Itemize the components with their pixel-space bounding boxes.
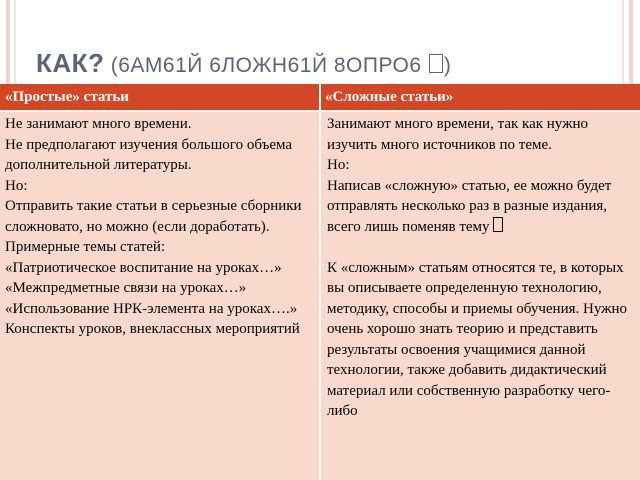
- comparison-table: [0, 84, 640, 480]
- title-suffix-part2: ): [443, 54, 452, 77]
- slide-title: [36, 48, 636, 79]
- paragraph-spacer: [327, 237, 634, 258]
- box-glyph-icon: [429, 54, 443, 73]
- simple-line-6: «Патриотическое воспитание на уроках…»: [5, 259, 282, 276]
- complex-para-3-text: Написав «сложную» статью, ее можно будет отправлять несколько раз в разные издания, всего лишь поменяв тему: [327, 177, 612, 235]
- box-glyph-icon: [493, 217, 503, 232]
- simple-line-9: Конспекты уроков, внеклассных мероприятий: [5, 321, 300, 337]
- header-divider: [319, 84, 321, 110]
- complex-articles-cell: [321, 112, 640, 480]
- simple-line-3: Но:: [5, 177, 28, 194]
- simple-line-8: «Использование НРК-элемента на уроках….»: [5, 300, 298, 317]
- complex-para-4: К «сложным» статьям относятся те, в которых вы описываете определенную технологию, методику, способы и приемы обучения. Нужно очень хорошо знать теорию и представить результаты освоения учащимися данной технологии, также добавить дидактический материал или собственную разработку чего-либо: [327, 259, 628, 419]
- title-suffix: [104, 54, 451, 77]
- title-prefix: КАК?: [36, 48, 105, 78]
- simple-line-1: Не занимают много времени.: [5, 116, 192, 132]
- complex-para-2: Но:: [327, 157, 350, 173]
- simple-line-7: «Межпредметные связи на уроках…»: [5, 280, 247, 296]
- simple-line-5: Примерные темы статей:: [5, 239, 166, 255]
- header-complex-articles: «Сложные статьи»: [325, 89, 454, 105]
- simple-articles-cell: [0, 112, 319, 480]
- simple-line-4: Отправить такие статьи в серьезные сборники сложновато, но можно (если доработать).: [5, 198, 302, 235]
- title-suffix-part1: (6АМ61Й 6ЛОЖН61Й 8ОПРО6: [104, 54, 428, 77]
- complex-para-3: [327, 176, 634, 238]
- complex-para-1: Занимают много времени, так как нужно изучить много источников по теме.: [327, 116, 588, 153]
- header-simple-articles: «Простые» статьи: [5, 89, 129, 105]
- simple-line-2: Не предполагают изучения большого объема дополнительной литературы.: [5, 136, 293, 173]
